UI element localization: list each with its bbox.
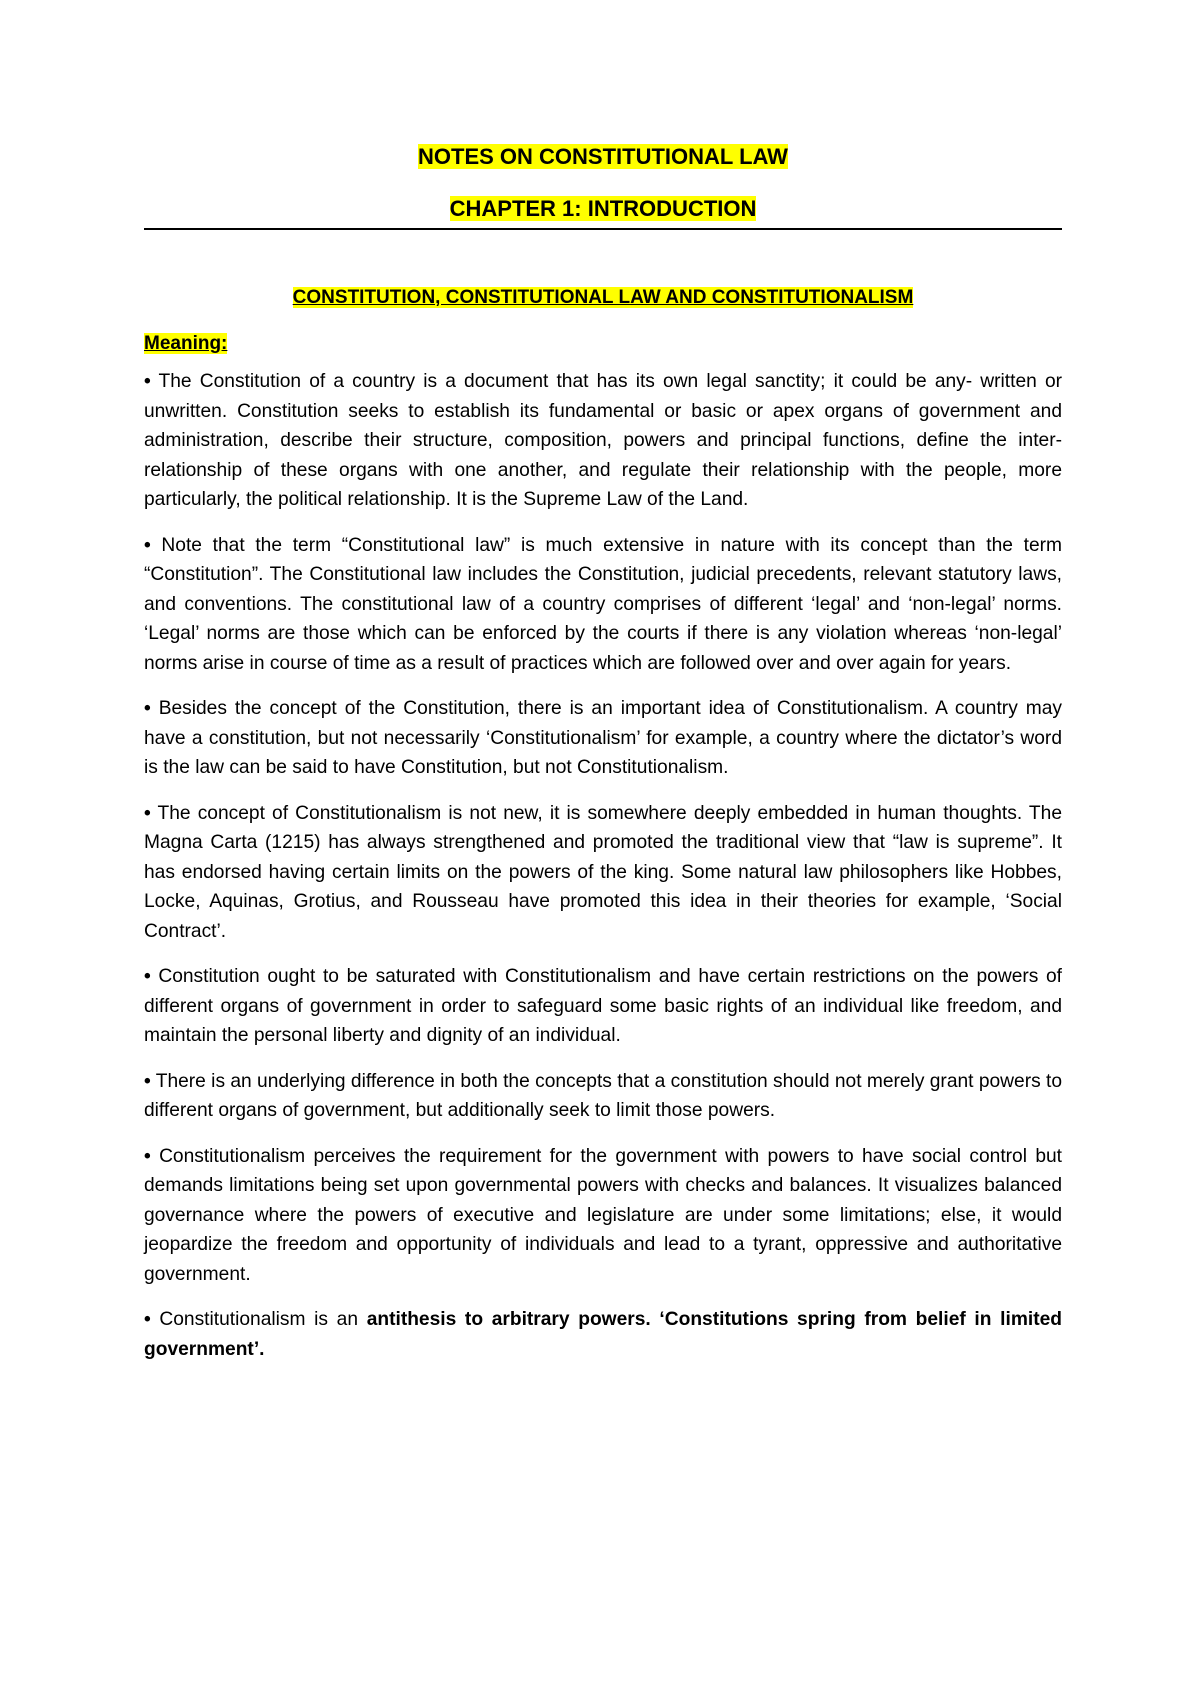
paragraph-text: There is an underlying difference in both the concepts that a constitution should not merely grant powers to different organs of government, but additionally seek to limit those powers. [144, 1070, 1063, 1121]
section-heading-line [144, 285, 1062, 311]
paragraph-text: Constitutionalism perceives the requirement for the government with powers to have social control but demands limitations being set upon governmental powers with checks and balances. It visualizes balanced governance where the powers of executive and legislature are under some limitations; else, it would jeopardize the freedom and opportunity of individuals and lead to a tyrant, oppressive and authoritative government. [144, 1145, 1062, 1285]
bullet-icon: • [144, 802, 151, 824]
bullet-icon: • [144, 1309, 151, 1330]
list-item [144, 962, 1062, 1051]
subheading-line [144, 331, 1062, 357]
emphasis-text: antithesis to arbitrary powers. [366, 1309, 651, 1330]
list-item [144, 367, 1062, 515]
chapter-title-line [144, 194, 1062, 230]
paragraph-lead-text: Constitutionalism is an [159, 1309, 367, 1330]
bullet-icon: • [144, 371, 151, 392]
list-item [144, 1142, 1062, 1290]
list-item [144, 531, 1062, 679]
bullet-icon: • [144, 966, 151, 987]
list-item [144, 694, 1062, 783]
paragraph-text: Besides the concept of the Constitution, there is an important idea of Constitutionalism. A country may have a constitution, but not necessarily ‘Constitutionalism’ for example, a country where the dictator’s word is the law can be said to have Constitution, but not Constitutionalism. [144, 698, 1062, 778]
bullet-icon: • [144, 1070, 151, 1092]
meaning-subheading: Meaning: [144, 333, 228, 354]
list-item [144, 799, 1062, 947]
bullet-icon: • [144, 534, 151, 556]
paragraph-text: Note that the term “Constitutional law” is much extensive in nature with its concept than the term “Constitution”. The Constitutional law includes the Constitution, judicial precedents, relevant statutory laws, and conventions. The constitutional law of a country comprises of different ‘legal’ and ‘non-legal’ norms. ‘Legal’ norms are those which can be enforced by the courts if there is any violation whereas ‘non-legal’ norms arise in course of time as a result of practices which are followed over and over again for years. [144, 534, 1062, 674]
chapter-title: CHAPTER 1: INTRODUCTION [449, 196, 757, 221]
paragraph-text: The Constitution of a country is a document that has its own legal sanctity; it could be any- written or unwritten. Constitution seeks to establish its fundamental or basic or apex organs of government and administration, describe their structure, composition, powers and principal functions, define the inter-relationship of these organs with one another, and regulate their relationship with the people, more particularly, the political relationship. It is the Supreme Law of the Land. [144, 371, 1063, 510]
paragraph-text: The concept of Constitutionalism is not new, it is somewhere deeply embedded in human thoughts. The Magna Carta (1215) has always strengthened and promoted the traditional view that “law is supreme”. It has endorsed having certain limits on the powers of the king. Some natural law philosophers like Hobbes, Locke, Aquinas, Grotius, and Rousseau have promoted this idea in their theories for example, ‘Social Contract’. [144, 802, 1062, 942]
bullet-icon: • [144, 698, 151, 719]
quote-emphasis-text: ‘Constitutions spring from belief in limited government’. [144, 1309, 1062, 1360]
bullet-icon: • [144, 1145, 151, 1167]
list-item [144, 1305, 1062, 1364]
list-item [144, 1067, 1062, 1126]
section-heading: CONSTITUTION, CONSTITUTIONAL LAW AND CONSTITUTIONALISM [292, 287, 914, 308]
document-title-line [144, 142, 1062, 172]
document-title: NOTES ON CONSTITUTIONAL LAW [418, 144, 788, 169]
bullet-list [144, 367, 1062, 1364]
paragraph-text: Constitution ought to be saturated with Constitutionalism and have certain restrictions on the powers of different organs of government in order to safeguard some basic rights of an individual like freedom, and maintain the personal liberty and dignity of an individual. [144, 966, 1062, 1046]
document-page [144, 142, 1062, 1380]
